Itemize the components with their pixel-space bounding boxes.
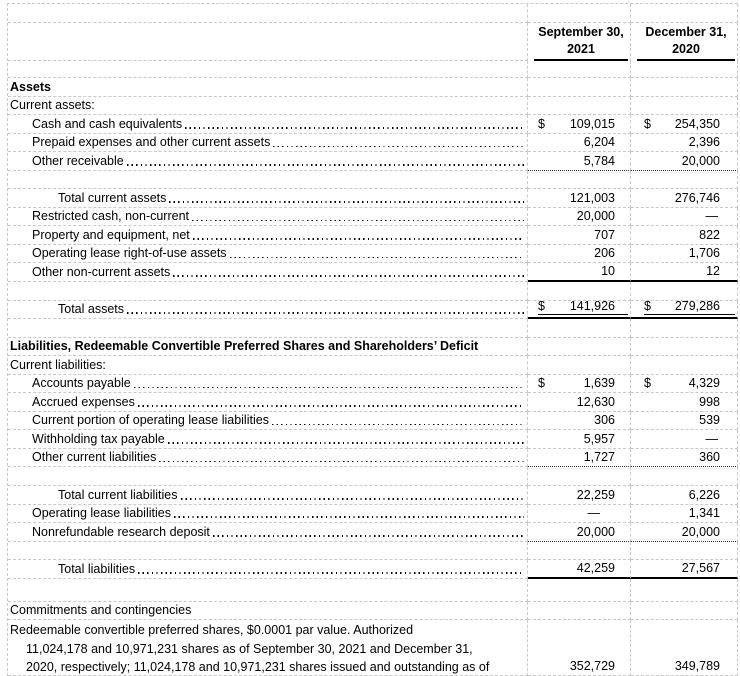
value-2021: 5,784	[583, 153, 615, 168]
value-2020: —	[705, 431, 718, 446]
value-2020: 998	[699, 394, 720, 409]
value-2021: 141,926	[569, 300, 615, 314]
value-2020: 4,329	[688, 376, 720, 391]
row-nonrefundable-research-deposit	[8, 523, 738, 542]
value-2020: 1,341	[688, 506, 720, 521]
row-total-liabilities	[8, 560, 738, 579]
row-other-receivable	[8, 152, 738, 171]
row-label: Property and equipment, net	[32, 227, 190, 242]
dot-leader	[273, 146, 524, 148]
row-label: Total current liabilities	[58, 487, 178, 502]
value-2021: —	[587, 506, 600, 521]
value-2020: 20,000	[681, 524, 720, 539]
row-label: Total current assets	[58, 190, 167, 205]
dot-leader	[193, 238, 524, 240]
blank-row	[8, 4, 738, 23]
blank-row	[8, 542, 738, 561]
row-label-line2: 11,024,178 and 10,971,231 shares as of September 30, 2021 and December 31,	[26, 641, 473, 656]
row-current-liabilities-heading	[8, 356, 738, 375]
row-label: Prepaid expenses and other current assets	[32, 135, 271, 150]
dot-leader	[127, 164, 524, 166]
dot-leader	[174, 516, 524, 518]
row-label: Nonrefundable research deposit	[32, 524, 210, 539]
blank-row	[8, 467, 738, 486]
row-label: Current portion of operating lease liabilities	[32, 413, 269, 428]
row-property-and-equipment	[8, 226, 738, 245]
value-2021: 109,015	[569, 116, 615, 131]
row-total-current-liabilities	[8, 486, 738, 505]
currency-symbol: $	[644, 376, 651, 391]
value-2021: 20,000	[576, 209, 615, 224]
value-2020: 254,350	[674, 116, 720, 131]
row-label: Operating lease liabilities	[32, 506, 171, 521]
row-commitments-and-contingencies	[8, 602, 738, 621]
value-2021: 20,000	[576, 524, 615, 539]
row-label: Other receivable	[32, 153, 124, 168]
column-header-2020	[631, 23, 738, 61]
row-assets-section	[8, 78, 738, 97]
dot-leader	[168, 442, 524, 444]
row-label: Commitments and contingencies	[10, 603, 192, 618]
row-redeemable-preferred-shares	[8, 620, 738, 676]
subsection-title: Current assets:	[10, 98, 95, 113]
row-label: Restricted cash, non-current	[32, 209, 190, 224]
row-label: Total liabilities	[58, 561, 136, 576]
row-label: Other current liabilities	[32, 450, 157, 465]
row-total-assets	[8, 301, 738, 320]
value-2021: 12,630	[576, 394, 615, 409]
dot-leader	[138, 405, 524, 407]
dot-leader	[159, 461, 524, 463]
dot-leader	[169, 201, 524, 203]
value-2021: 121,003	[569, 190, 615, 205]
value-2021: 306	[594, 413, 615, 428]
column-header-line1: December 31,	[645, 25, 727, 39]
value-2021: 1,639	[583, 376, 615, 391]
currency-symbol: $	[538, 376, 545, 391]
column-header-2021	[528, 23, 631, 61]
currency-symbol: $	[538, 300, 545, 314]
dot-leader	[230, 257, 524, 259]
value-2020: 6,226	[688, 487, 720, 502]
row-accrued-expenses	[8, 393, 738, 412]
row-label-line1: Redeemable convertible preferred shares, $0.0001 par value. Authorized	[10, 623, 414, 638]
row-liabilities-section	[8, 338, 738, 357]
value-2020: 27,567	[681, 560, 720, 575]
value-2021: 42,259	[576, 560, 615, 575]
row-label: Accrued expenses	[32, 394, 135, 409]
row-other-current-liabilities	[8, 449, 738, 468]
value-2020: —	[705, 209, 718, 224]
blank-row	[8, 319, 738, 338]
value-2021: 1,727	[583, 450, 615, 465]
value-2021: 22,259	[576, 487, 615, 502]
column-header-line2: 2021	[567, 41, 595, 56]
column-header-line1: September 30,	[538, 25, 624, 39]
blank-row	[8, 282, 738, 301]
header-row	[8, 23, 738, 61]
row-other-non-current-assets	[8, 263, 738, 282]
value-2020: 360	[699, 450, 720, 465]
row-current-assets-heading	[8, 97, 738, 116]
value-2020: 20,000	[681, 153, 720, 168]
balance-sheet-table	[7, 3, 738, 676]
dot-leader	[181, 498, 525, 500]
dot-leader	[127, 312, 524, 314]
value-2020: 279,286	[674, 300, 720, 314]
value-2021: 10	[601, 264, 615, 279]
dot-leader	[185, 127, 524, 129]
value-2021: 352,729	[569, 659, 615, 674]
row-operating-lease-liabilities	[8, 505, 738, 524]
dot-leader	[192, 220, 524, 222]
row-current-portion-operating-lease	[8, 412, 738, 431]
section-title: Assets	[10, 79, 51, 94]
currency-symbol: $	[538, 116, 545, 131]
row-label: Other non-current assets	[32, 265, 171, 280]
row-label: Operating lease right-of-use assets	[32, 246, 227, 261]
dot-leader	[213, 535, 524, 537]
row-label: Cash and cash equivalents	[32, 116, 183, 131]
row-label: Total assets	[58, 302, 125, 317]
currency-symbol: $	[644, 300, 651, 314]
row-withholding-tax-payable	[8, 430, 738, 449]
dot-leader	[134, 387, 524, 389]
value-2020: 1,706	[688, 246, 720, 261]
value-2020: 12	[706, 264, 720, 279]
blank-row	[8, 61, 738, 78]
column-header-line2: 2020	[672, 41, 700, 56]
dot-leader	[272, 424, 524, 426]
row-label: Accounts payable	[32, 376, 131, 391]
value-2020: 276,746	[674, 190, 720, 205]
subsection-title: Current liabilities:	[10, 357, 106, 372]
value-2021: 5,957	[583, 431, 615, 446]
dot-leader	[138, 572, 524, 574]
value-2021: 206	[594, 246, 615, 261]
value-2021: 6,204	[583, 135, 615, 150]
row-cash-and-cash-equivalents	[8, 115, 738, 134]
value-2021: 707	[594, 227, 615, 242]
blank-row	[8, 171, 738, 190]
value-2020: 349,789	[674, 659, 720, 674]
row-total-current-assets	[8, 189, 738, 208]
value-2020: 2,396	[688, 135, 720, 150]
row-label-line3: 2020, respectively; 11,024,178 and 10,971,231 shares issued and outstanding as of	[26, 660, 490, 675]
row-label: Withholding tax payable	[32, 431, 165, 446]
value-2020: 822	[699, 227, 720, 242]
dot-leader	[173, 275, 524, 277]
value-2020: 539	[699, 413, 720, 428]
blank-row	[8, 579, 738, 602]
currency-symbol: $	[644, 116, 651, 131]
section-title: Liabilities, Redeemable Convertible Preferred Shares and Shareholders’ Deficit	[10, 339, 479, 354]
row-accounts-payable	[8, 375, 738, 394]
row-operating-lease-rou-assets	[8, 245, 738, 264]
row-prepaid-expenses	[8, 134, 738, 153]
row-restricted-cash	[8, 208, 738, 227]
